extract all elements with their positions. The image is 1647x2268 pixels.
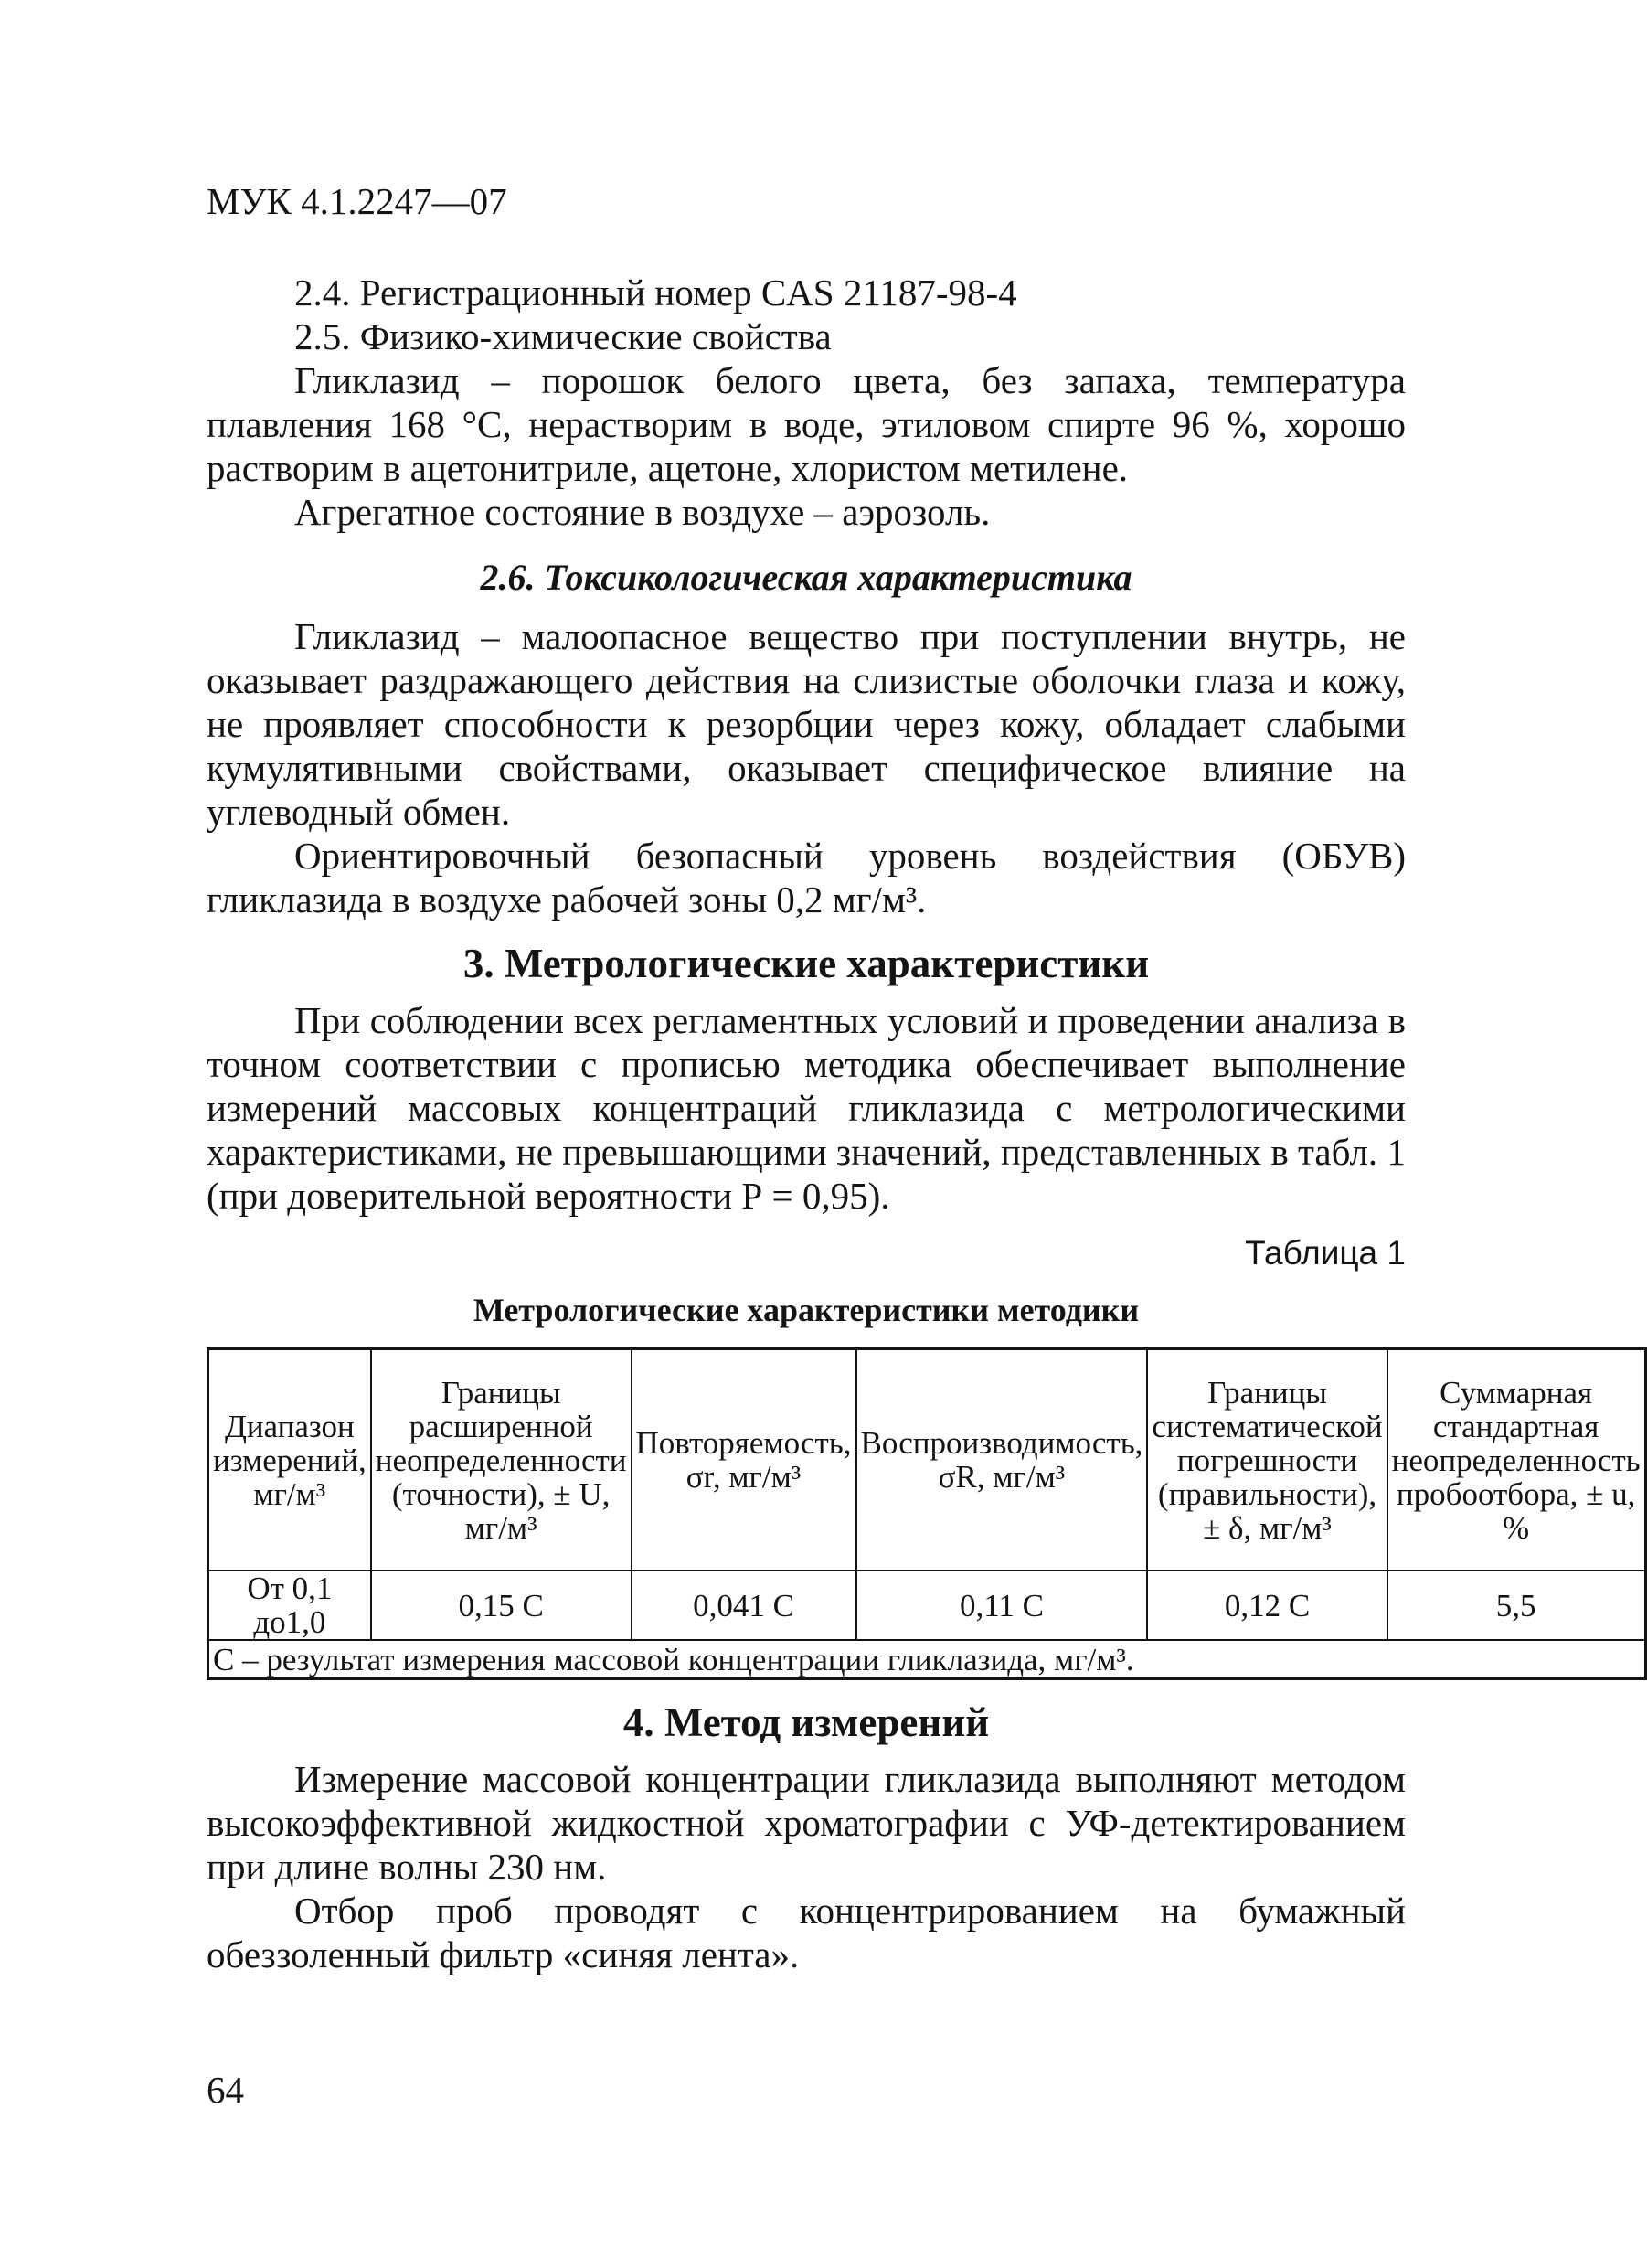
sampling-text: Отбор проб проводят с концентрированием на бумажный обеззоленный фильтр «синяя лента».: [207, 1890, 1406, 1975]
properties-heading: 2.5. Физико-химические свойства: [294, 315, 832, 357]
metrology-table: [207, 1347, 1647, 1680]
cell-systematic-error: 0,12 С: [1147, 1571, 1387, 1640]
method-text: Измерение массовой концентрации гликлазида выполняют методом высокоэффективной жидкостной хроматографии с УФ-детектированием при длине волны 230 нм.: [207, 1758, 1406, 1888]
header-sampling-uncertainty: Суммарная стандартная неопределенность пробоотбора, ± u, %: [1387, 1349, 1646, 1571]
method-heading: 4. Метод измерений: [622, 1699, 990, 1745]
header-systematic-error: Границы систематической погрешности (правильности), ± δ, мг/м³: [1147, 1349, 1387, 1571]
cell-repeatability: 0,041 С: [632, 1571, 856, 1640]
header-range: Диапазон измерений, мг/м³: [208, 1349, 371, 1571]
toxicology-text: Гликлазид – малоопасное вещество при поступлении внутрь, не оказывает раздражающего действия на слизистые оболочки глаза и кожу, не проявляет способности к резорбции через кожу, обладает слабыми кумулятивными свойствами, оказывает специфическое влияние на углеводный обмен.: [207, 615, 1406, 833]
cell-reproducibility: 0,11 С: [856, 1571, 1148, 1640]
page-body: [207, 271, 1641, 1976]
metrology-text: При соблюдении всех регламентных условий и проведении анализа в точном соответствии с прописью методика обеспечивает выполнение измерений массовых концентраций гликлазида с метрологическими характеристиками, не превышающими значений, представленных в табл. 1 (при доверительной вероятности Р = 0,95).: [207, 999, 1406, 1217]
table-number: Таблица 1: [1245, 1234, 1406, 1272]
header-repeatability: Повторяемость, σr, мг/м³: [632, 1349, 856, 1571]
header-reproducibility: Воспроизводимость, σR, мг/м³: [856, 1349, 1148, 1571]
table-row: [208, 1571, 1646, 1640]
header-uncertainty: Границы расширенной неопределенности (точности), ± U, мг/м³: [371, 1349, 632, 1571]
cell-uncertainty: 0,15 С: [371, 1571, 632, 1640]
obuv-text: Ориентировочный безопасный уровень воздействия (ОБУВ) гликлазида в воздухе рабочей зоны 0,2 мг/м³.: [207, 835, 1406, 921]
properties-text: Гликлазид – порошок белого цвета, без запаха, температура плавления 168 °С, нерастворим в воде, этиловом спирте 96 %, хорошо растворим в ацетонитриле, ацетоне, хлористом метилене.: [207, 359, 1406, 489]
document-code: МУК 4.1.2247—07: [207, 180, 507, 222]
toxicology-heading: 2.6. Токсикологическая характеристика: [480, 557, 1132, 598]
page-number: 64: [207, 2069, 244, 2111]
cas-number: 2.4. Регистрационный номер CAS 21187-98-4: [294, 272, 1017, 314]
aggregate-state: Агрегатное состояние в воздухе – аэрозоль.: [294, 491, 991, 533]
table-note: С – результат измерения массовой концентрации гликлазида, мг/м³.: [208, 1640, 1646, 1679]
table-title: Метрологические характеристики методики: [473, 1292, 1140, 1328]
metrology-heading: 3. Метрологические характеристики: [462, 941, 1150, 986]
cell-sampling-uncertainty: 5,5: [1387, 1571, 1646, 1640]
cell-range: От 0,1 до1,0: [208, 1571, 371, 1640]
